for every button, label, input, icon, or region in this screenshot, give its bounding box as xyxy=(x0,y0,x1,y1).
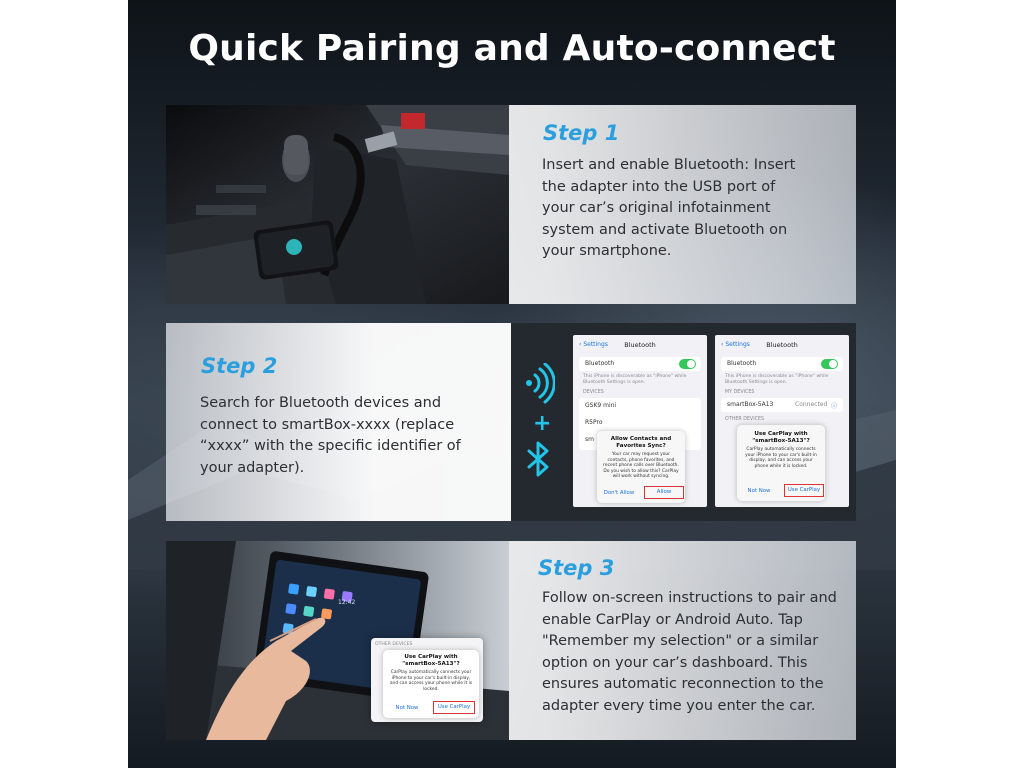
step-3-line: "Remember my selection" or a similar xyxy=(542,633,819,650)
dont-allow-button[interactable]: Don't Allow xyxy=(603,490,635,496)
bluetooth-toggle-row[interactable] xyxy=(579,357,701,371)
info-icon[interactable]: ⓘ xyxy=(831,403,838,410)
device-item[interactable]: sm xyxy=(585,436,594,443)
other-devices-label: OTHER DEVICES xyxy=(375,642,413,647)
step-2-line: your adapter). xyxy=(200,459,305,476)
carplay-dialog xyxy=(383,650,479,718)
step-2-line: connect to smartBox-xxxx (replace xyxy=(200,416,455,433)
step-2-description xyxy=(200,393,500,479)
phone-screen-2 xyxy=(715,335,849,507)
my-devices-label: MY DEVICES xyxy=(725,390,755,395)
bluetooth-label: Bluetooth xyxy=(727,360,757,367)
alert-body: CarPlay automatically connects your iPhone to your car's built-in display, and can access your phone while it is locked. xyxy=(745,447,817,469)
discoverable-note: This iPhone is discoverable as "iPhone" while Bluetooth Settings is open. xyxy=(583,374,687,385)
screen-header: Bluetooth xyxy=(766,341,798,349)
step-2-text xyxy=(166,323,511,521)
step-3-line: option on your car’s dashboard. This xyxy=(542,654,808,671)
carplay-popup xyxy=(371,638,483,722)
step-3-line: enable CarPlay or Android Auto. Tap xyxy=(542,611,803,628)
allow-button[interactable]: Allow xyxy=(644,486,684,499)
discoverable-note: This iPhone is discoverable as "iPhone" while Bluetooth Settings is open. xyxy=(725,374,829,385)
bluetooth-label: Bluetooth xyxy=(585,360,615,367)
device-item[interactable]: GSK9 mini xyxy=(585,402,617,409)
alert-body: Your car may request your contacts, phone favorites, and recent phone calls over Bluetooth. Do you wish to allow this? CarPlay will work without syncing. xyxy=(603,452,679,480)
step-2-line: “xxxx” with the specific identifier of xyxy=(200,438,461,455)
bluetooth-toggle[interactable] xyxy=(679,359,696,369)
device-status: Connected xyxy=(795,401,828,408)
dialog-body: CarPlay automatically connects your iPhone to your car's built-in display, and can access your phone while it is locked. xyxy=(389,670,473,692)
step-3-line: adapter every time you enter the car. xyxy=(542,697,816,714)
step-2-line: Search for Bluetooth devices and xyxy=(200,395,442,411)
back-label: Settings xyxy=(725,341,750,348)
step-2-card xyxy=(166,323,856,521)
use-carplay-button[interactable]: Use CarPlay xyxy=(784,484,824,497)
step-1-title: Step 1 xyxy=(543,121,620,145)
device-item[interactable]: R5Pro xyxy=(585,419,603,426)
product-graphic xyxy=(128,0,896,768)
alert-title: Use CarPlay with "smartBox-5A13"? xyxy=(752,431,810,444)
sync-alert xyxy=(597,431,685,503)
step-1-line: system and activate Bluetooth on xyxy=(542,221,788,238)
step-3-text xyxy=(509,541,856,740)
page-title: Quick Pairing and Auto-connect xyxy=(188,28,836,69)
back-label: Settings xyxy=(583,341,608,348)
bluetooth-toggle[interactable] xyxy=(821,359,838,369)
not-now-button[interactable]: Not Now xyxy=(747,488,771,494)
step-3-line: ensures automatic reconnection to the xyxy=(542,676,824,693)
device-name: smartBox-5A13 xyxy=(727,401,774,408)
wireless-signal-icon xyxy=(526,364,554,402)
step-2-title: Step 2 xyxy=(201,354,278,378)
step-3-line: Follow on-screen instructions to pair and xyxy=(542,590,837,606)
step-1-line: your car’s original infotainment xyxy=(542,200,771,217)
bluetooth-icon xyxy=(529,443,547,475)
step-1-description xyxy=(542,155,842,263)
step-3-card xyxy=(166,541,856,740)
connected-device-row[interactable] xyxy=(721,398,843,412)
step-1-card xyxy=(166,105,856,304)
screen-header: Bluetooth xyxy=(624,341,656,349)
plus-sign: + xyxy=(533,411,552,436)
bluetooth-toggle-row[interactable] xyxy=(721,357,843,371)
car-console-photo xyxy=(166,105,509,304)
other-devices-label: OTHER DEVICES xyxy=(725,417,765,422)
back-chevron-icon: ‹ xyxy=(721,341,726,348)
step-1-line: your smartphone. xyxy=(542,243,672,260)
step-1-line: the adapter into the USB port of xyxy=(542,178,776,195)
step-3-description xyxy=(542,588,850,718)
phone-screen-1 xyxy=(573,335,707,507)
not-now-button[interactable]: Not Now xyxy=(395,705,419,711)
step-1-line: Insert and enable Bluetooth: Insert xyxy=(542,157,796,173)
phone-screens-panel xyxy=(511,323,856,521)
alert-title: Allow Contacts and Favorites Sync? xyxy=(610,436,672,449)
back-chevron-icon: ‹ xyxy=(579,341,584,348)
car-display-photo xyxy=(166,541,509,740)
step-1-text xyxy=(509,105,856,304)
use-carplay-button[interactable]: Use CarPlay xyxy=(433,701,475,714)
step-3-title: Step 3 xyxy=(538,556,615,580)
devices-section-label: DEVICES xyxy=(583,390,604,395)
screen-clock: 12:42 xyxy=(338,599,356,606)
dialog-title: Use CarPlay with "smartBox-5A13"? xyxy=(402,654,460,667)
carplay-alert xyxy=(737,425,825,501)
